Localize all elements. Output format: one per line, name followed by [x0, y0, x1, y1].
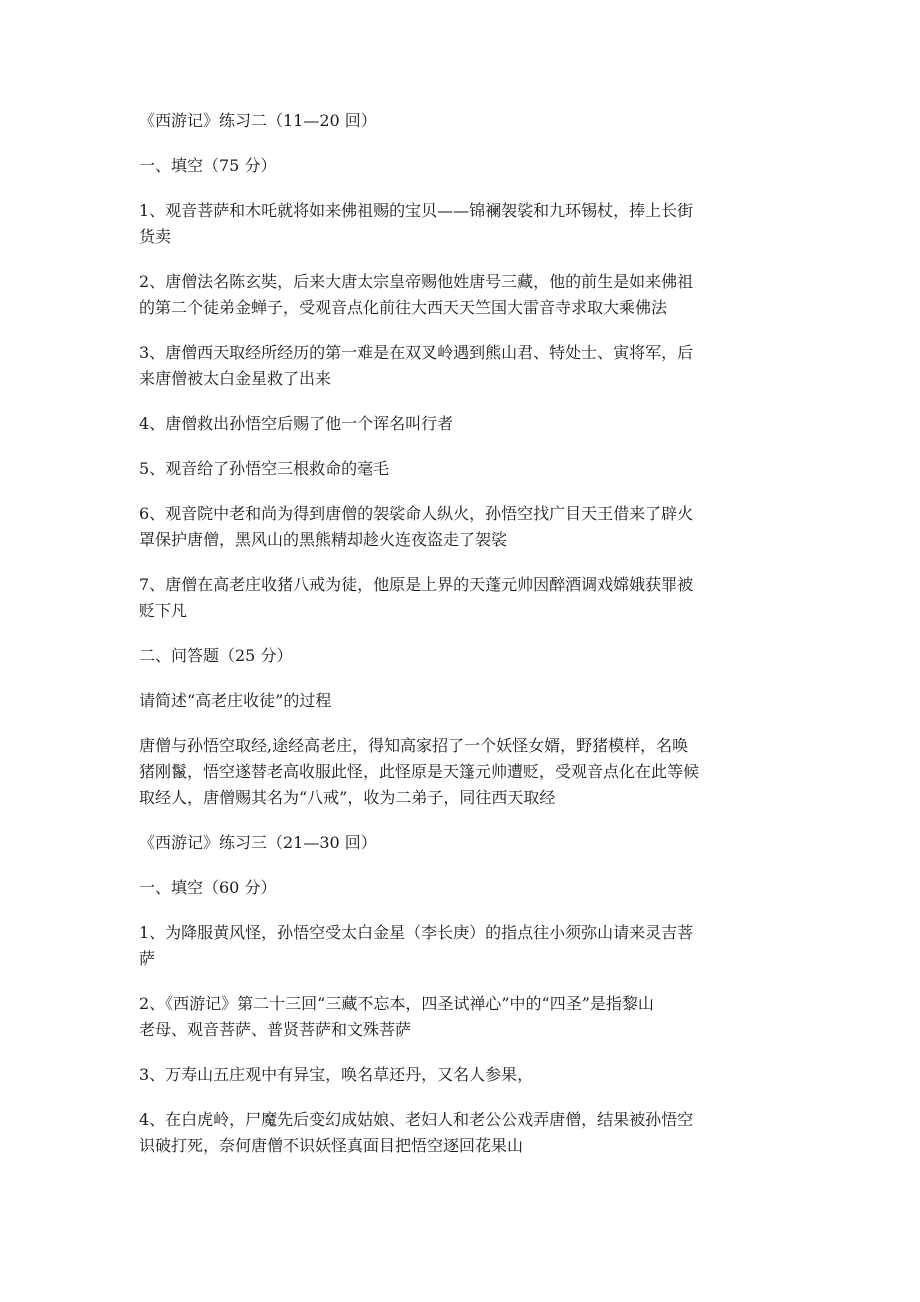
- paragraph: [139, 340, 789, 392]
- text-line: 猪刚鬣，悟空遂替老高收服此怪，此怪原是天篷元帅遭贬，受观音点化在此等候: [139, 762, 700, 781]
- text-line: 4、在白虎岭，尸魔先后变幻成姑娘、老妇人和老公公戏弄唐僧，结果被孙悟空: [139, 1110, 694, 1129]
- document-body: [139, 108, 789, 1178]
- paragraph: [139, 198, 789, 250]
- text-line: 识破打死，奈何唐僧不识妖怪真面目把悟空逐回花果山: [139, 1136, 524, 1155]
- paragraph: [139, 875, 789, 901]
- text-line: 《西游记》练习二（11—20 回）: [139, 111, 377, 130]
- text-line: 1、观音菩萨和木吒就将如来佛祖赐的宝贝——锦襕袈裟和九环锡杖，捧上长街: [139, 201, 694, 220]
- text-line: 5、观音给了孙悟空三根救命的毫毛: [139, 459, 390, 478]
- text-line: 萨: [139, 949, 156, 968]
- text-line: 一、填空（75 分）: [139, 156, 277, 175]
- paragraph: [139, 456, 789, 482]
- text-line: 2、唐僧法名陈玄奘，后来大唐太宗皇帝赐他姓唐号三藏，他的前生是如来佛祖: [139, 272, 694, 291]
- paragraph: [139, 643, 789, 669]
- text-line: 请简述“高老庄收徒”的过程: [139, 691, 332, 710]
- paragraph: [139, 1062, 789, 1088]
- text-line: 来唐僧被太白金星救了出来: [139, 369, 332, 388]
- text-line: 唐僧与孙悟空取经,途经高老庄，得知高家招了一个妖怪女婿，野猪模样，名唤: [139, 736, 689, 755]
- text-line: 4、唐僧救出孙悟空后赐了他一个诨名叫行者: [139, 414, 454, 433]
- paragraph: [139, 688, 789, 714]
- paragraph: [139, 733, 789, 811]
- text-line: 的第二个徒弟金蝉子，受观音点化前往大西天天竺国大雷音寺求取大乘佛法: [139, 298, 668, 317]
- text-line: 贬下凡: [139, 601, 188, 620]
- text-line: 3、唐僧西天取经所经历的第一难是在双叉岭遇到熊山君、特处士、寅将军，后: [139, 343, 694, 362]
- paragraph: [139, 572, 789, 624]
- paragraph: [139, 153, 789, 179]
- text-line: 罩保护唐僧，黑风山的黑熊精却趁火连夜盗走了袈裟: [139, 530, 508, 549]
- paragraph: [139, 1107, 789, 1159]
- text-line: 取经人，唐僧赐其名为“八戒”，收为二弟子，同往西天取经: [139, 788, 556, 807]
- text-line: 6、观音院中老和尚为得到唐僧的袈裟命人纵火，孙悟空找广目天王借来了辟火: [139, 504, 694, 523]
- text-line: 老母、观音菩萨、普贤菩萨和文殊菩萨: [139, 1020, 412, 1039]
- text-line: 一、填空（60 分）: [139, 878, 277, 897]
- paragraph: [139, 501, 789, 553]
- paragraph: [139, 269, 789, 321]
- text-line: 7、唐僧在高老庄收猪八戒为徒，他原是上界的天蓬元帅因醉酒调戏嫦娥获罪被: [139, 575, 694, 594]
- text-line: 二、问答题（25 分）: [139, 646, 293, 665]
- text-line: 2、《西游记》第二十三回“三藏不忘本，四圣试禅心”中的“四圣”是指黎山: [139, 994, 654, 1013]
- text-line: 1、为降服黄风怪，孙悟空受太白金星（李长庚）的指点往小须弥山请来灵吉菩: [139, 923, 694, 942]
- paragraph: [139, 920, 789, 972]
- text-line: 3、万寿山五庄观中有异宝，唤名草还丹，又名人参果，: [139, 1065, 534, 1084]
- text-line: 货卖: [139, 227, 172, 246]
- paragraph: [139, 108, 789, 134]
- paragraph: [139, 411, 789, 437]
- text-line: 《西游记》练习三（21—30 回）: [139, 833, 377, 852]
- paragraph: [139, 830, 789, 856]
- paragraph: [139, 991, 789, 1043]
